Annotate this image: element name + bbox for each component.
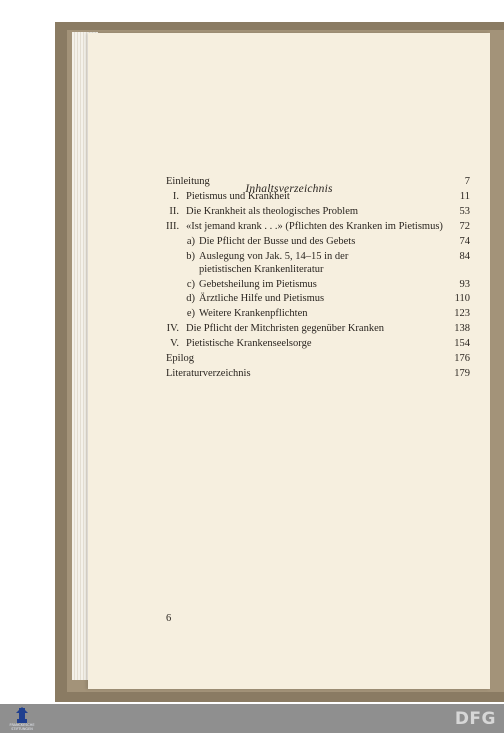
toc-entry-label: Die Pflicht der Busse und des Gebets — [199, 236, 356, 247]
toc-entry-label: Die Pflicht der Mitchristen gegenüber Kranken — [186, 323, 384, 334]
toc-entry-label: «Ist jemand krank . . .» (Pflichten des Kranken im Pietismus) — [186, 221, 443, 232]
toc-entry-label: Die Krankheit als theologisches Problem — [186, 206, 359, 217]
toc-entry-page: 154 — [454, 338, 470, 349]
toc-entry-page: 72 — [459, 221, 470, 232]
toc-entry-page: 110 — [454, 293, 470, 304]
toc-entry-label: Einleitung — [166, 176, 210, 187]
toc-entry-label: Epilog — [166, 353, 194, 364]
toc-entry-label: Weitere Krankenpflichten — [199, 308, 308, 319]
toc-entry-label: Pietistische Krankenseelsorge — [186, 338, 312, 349]
book-page — [88, 33, 490, 689]
toc-entry-page: 93 — [459, 279, 470, 290]
toc-entry-label: Pietismus und Krankheit — [186, 191, 290, 202]
toc-entry-page: 7 — [464, 176, 470, 187]
toc-entry-page: 123 — [454, 308, 470, 319]
toc-entry-page: 53 — [459, 206, 470, 217]
toc-entry-number: d) — [186, 293, 195, 304]
toc-entry-label: Gebetsheilung im Pietismus — [199, 279, 317, 290]
toc-entry-label: Auslegung von Jak. 5, 14–15 in der pietistischen Krankenliteratur — [199, 251, 349, 275]
toc-entry-page: 74 — [459, 236, 470, 247]
dfg-logo: DFG — [454, 709, 496, 729]
toc-entry-label: Literaturverzeichnis — [166, 368, 251, 379]
logo-text: FRANCKESCHE STIFTUNGEN — [9, 723, 35, 731]
toc-title: Inhaltsverzeichnis — [245, 183, 333, 195]
toc-entry-number: III. — [166, 221, 180, 232]
toc-entry-page: 11 — [459, 191, 470, 202]
franckesche-stiftungen-logo — [6, 707, 38, 731]
institution-emblem-icon — [6, 707, 38, 724]
toc-entry-number: c) — [186, 279, 195, 290]
toc-entry-number: II. — [169, 206, 179, 217]
toc-entry-page: 179 — [454, 368, 470, 379]
toc-entry-label: Ärztliche Hilfe und Pietismus — [199, 293, 325, 304]
toc-entry-page: 138 — [454, 323, 470, 334]
toc-entry-page: 84 — [459, 251, 470, 262]
toc-entry-number: V. — [170, 338, 179, 349]
toc-entry-number: I. — [172, 191, 179, 202]
viewer-footer-bar — [0, 704, 504, 733]
toc-entry-page: 176 — [454, 353, 470, 364]
page-number: 6 — [166, 613, 172, 624]
toc-entry-number: IV. — [166, 323, 179, 334]
toc-entry-number: b) — [186, 251, 195, 262]
toc-entry-number: e) — [186, 308, 195, 319]
toc-entry-number: a) — [186, 236, 195, 247]
toc-entry — [166, 250, 470, 276]
